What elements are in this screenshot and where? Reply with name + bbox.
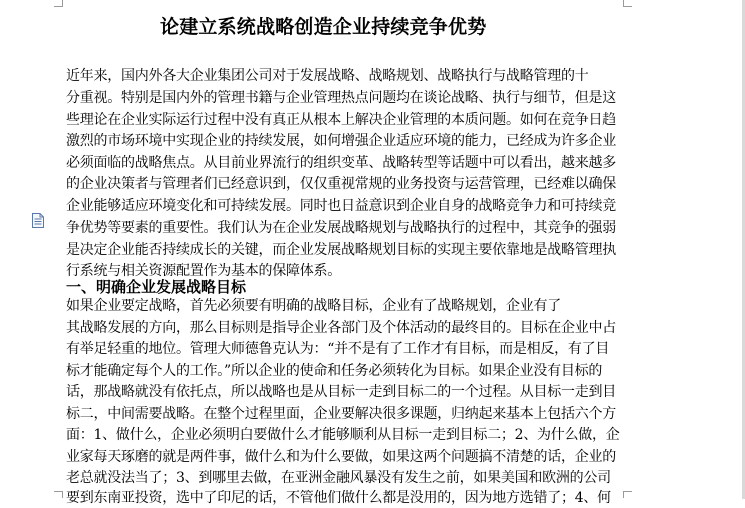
text-line: 是决定企业能否持续成长的关键，而企业发展战略规划目标的实现主要依靠地是战略管理执 bbox=[66, 242, 616, 258]
text-line: 争优势等要素的重要性。我们认为在企业发展战略规划与战略执行的过程中，其竞争的强弱 bbox=[66, 220, 616, 236]
text-line: 要到东南亚投资，选中了印尼的话，不管他们做什么都是没用的，因为地方选错了；4、何 bbox=[66, 490, 611, 506]
section-heading: 一、明确企业发展战略目标 bbox=[66, 278, 247, 296]
text-line: 企业能够适应环境变化和可持续发展。同时也日益意识到企业自身的战略竞争力和可持续竞 bbox=[66, 198, 616, 214]
text-line: 近年来，国内外各大企业集团公司对于发展战略、战略规划、战略执行与战略管理的十 bbox=[66, 68, 589, 84]
text-line: 标才能确定每个人的工作。”所以企业的使命和任务必须转化为目标。如果企业没有目标的 bbox=[66, 363, 603, 379]
text-line: 分重视。特别是国内外的管理书籍与企业管理热点问题均在谈论战略、执行与细节，但是这 bbox=[66, 90, 616, 106]
text-line: 必须面临的战略焦点。从目前业界流行的组织变革、战略转型等话题中可以看出，越来越多 bbox=[66, 155, 616, 171]
document-title: 论建立系统战略创造企业持续竞争优势 bbox=[160, 16, 487, 38]
text-line: 标二，中间需要战略。在整个过程里面，企业要解决很多课题，归纳起来基本上包括六个方 bbox=[66, 406, 616, 422]
margin-corner-mark bbox=[623, 491, 632, 498]
margin-corner-mark bbox=[623, 0, 632, 7]
text-line: 行系统与相关资源配置作为基本的保障体系。 bbox=[66, 263, 341, 279]
text-line: 话，那战略就没有依托点，所以战略也是从目标一走到目标二的一个过程。从目标一走到目 bbox=[66, 384, 616, 400]
text-line: 的企业决策者与管理者们已经意识到，仅仅重视常规的业务投资与运营管理，已经难以确保 bbox=[66, 176, 616, 192]
document-anchor-icon[interactable] bbox=[31, 213, 45, 228]
text-line: 老总就没法当了；3、到哪里去做，在亚洲金融风暴没有发生之前，如果美国和欧洲的公司 bbox=[66, 470, 611, 486]
text-line: 如果企业要定战略，首先必须要有明确的战略目标，企业有了战略规划，企业有了 bbox=[66, 298, 561, 314]
margin-corner-mark bbox=[54, 491, 63, 498]
text-line: 其战略发展的方向，那么目标则是指导企业各部门及个体活动的最终目的。目标在企业中占 bbox=[66, 320, 616, 336]
margin-corner-mark bbox=[54, 0, 63, 7]
text-line: 有举足轻重的地位。管理大师德鲁克认为：“并不是有了工作才有目标，而是相反，有了目 bbox=[66, 341, 610, 357]
text-line: 些理论在企业实际运行过程中没有真正从根本上解决企业管理的本质问题。如何在竞争日趋 bbox=[66, 112, 616, 128]
text-line: 业家每天琢磨的就是两件事，做什么和为什么要做，如果这两个问题搞不清楚的话，企业的 bbox=[66, 449, 616, 465]
text-line: 面：1、做什么，企业必须明白要做什么才能够顺利从目标一走到目标二；2、为什么做，企 bbox=[66, 427, 620, 443]
text-line: 激烈的市场环境中实现企业的持续发展，如何增强企业适应环境的能力，已经成为许多企业 bbox=[66, 133, 616, 149]
